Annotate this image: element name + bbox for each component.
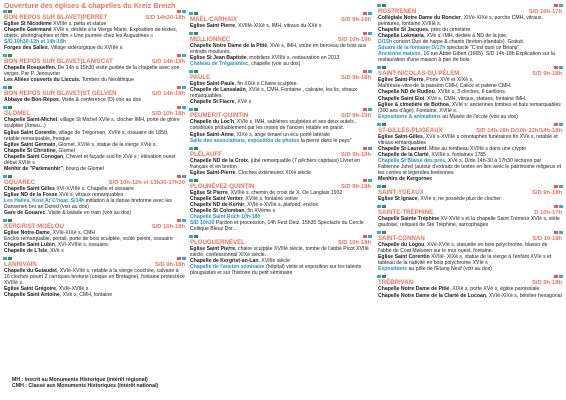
site-description: XVè s, vitraux remarquables (57, 191, 124, 198)
site-description: , XVè-XVIè s, statuette en bois polychrome, blason de l'abbé de Coat Maluoen sur le mur ouest, fontaine. (378, 242, 548, 255)
place-name: KERGRIST-MOËLOU (4, 223, 64, 231)
site-entry (3, 65, 186, 77)
site-name: Chapelle St Fiacre (190, 99, 235, 106)
section-saint-connan (377, 231, 563, 272)
opening-hours: S/D 9h-18h (341, 183, 371, 190)
opening-hours: S/D 9h-18h (155, 262, 185, 269)
site-name: Chapelle Notre Dame de la Clarté de Locoan (378, 292, 486, 299)
site-description: Enclos remarquable, portail, porte de bois sculptée, voûte peinte, ossuaire (4, 236, 173, 243)
opening-hours: S/D 9h-18h (532, 190, 562, 197)
site-entry (377, 242, 563, 254)
section-bon-repos-sur-blavet-laniscat (3, 54, 186, 83)
place-name: SAINT-CONNAN (378, 235, 425, 243)
site-description: , XVIè-XVIIè s (56, 286, 89, 293)
section-header (189, 112, 372, 119)
site-name: Chapelle Saint Venter (190, 195, 243, 202)
site-description: . Cloches extérieures XIXè siècle (235, 169, 311, 176)
flag-stripes (377, 66, 563, 69)
flag-stripes (189, 12, 372, 15)
section-st-gilles-pligeaux (377, 123, 563, 182)
site-description: , XVè s (234, 99, 252, 106)
opening-hours: S/D 14h-19h (151, 59, 185, 66)
site-entry (377, 266, 563, 272)
site-description: , XVIè s, ne possède plus de clocher (417, 196, 501, 203)
site-entry (189, 87, 372, 99)
opening-hours: S/D 10h-18h (151, 111, 185, 118)
flag-stripes (189, 70, 372, 73)
site-name: Chapelle de L'Isle (4, 248, 48, 255)
site-description: , village de Trégornan, XVIIè s, ossuaire de 1850, retable remarquable, fresque (4, 129, 169, 142)
site-name: Chapelle St Jacques (378, 27, 428, 34)
event-highlight: Chapelle St Blaise des prés (378, 157, 446, 164)
place-name: GOUAREC (4, 178, 36, 186)
place-name: PLOUGUERNÉVEL (190, 239, 245, 247)
opening-hours: S/D 10h-18h (337, 240, 371, 247)
event-highlight: Chapelle de l'ancien séminaire (190, 264, 265, 271)
flag-stripes (3, 54, 186, 57)
site-description: , Glomel (55, 147, 75, 154)
site-description: , près du cimetière (428, 27, 471, 34)
place-name: PAULE (190, 74, 211, 82)
event-highlight: S/D 10h30 (190, 219, 215, 226)
site-description: . Visite & balade en train (voir au dos) (45, 210, 132, 217)
site-description: concert Duo de harpe & chants (breton-irlandais). Gratuit. (392, 39, 525, 46)
site-name: Chapelle de Kergrist-an-Lan (190, 258, 259, 265)
site-description: , XVIIè s, fontaine votive (242, 195, 299, 202)
site-entry (189, 61, 372, 67)
site-name: Chapelle Gwirmané (4, 27, 52, 34)
site-description: , XIVè-XIXè s, porche CMH, vitraux, peintures, fontaine XVIIIè s. (378, 15, 543, 28)
section-ploun-vez-quintin (189, 179, 372, 232)
site-description: , XVIIè s, 3 cloches, 6 carillons. (434, 89, 507, 96)
flag-stripes (377, 231, 563, 234)
place-name: ST-GILLES-PLIGEAUX (378, 126, 443, 134)
site-name: Eglise Saint-Anne (190, 131, 234, 138)
site-description: , Chevet et façade sud fin XVè s ; élévation ouest début XVIIè s (4, 153, 176, 166)
column-3 (377, 4, 563, 302)
section-peumerit-quintin (189, 108, 372, 143)
section-plouguern-vel (189, 235, 372, 276)
opening-hours: S/D 10-18h (532, 236, 562, 243)
site-entry (3, 210, 186, 216)
site-entry (3, 248, 186, 254)
section-tr-brivan (377, 275, 563, 298)
site-name: Forges des Salles (4, 45, 48, 52)
site-description: , XIXè s, ange tenant un écu porté latérale (233, 131, 331, 138)
section-ma-l-carhaix (189, 12, 372, 29)
site-name: Chapelle ND de Rudlou (378, 89, 435, 96)
section-sainte-tr-phine (377, 205, 563, 228)
site-description: , bourg de Glomel (62, 165, 104, 172)
site-description: initiation à la danse bretonne avec les Danserien bro an Dored (voir au dos) (4, 197, 172, 210)
site-entry (377, 216, 563, 228)
site-description: Pardon et procession, 14h Fest Deiz. 15h30 Spectacle du Cercle Celtique Bleuz Dor... (190, 219, 364, 233)
site-description: , XVè s-XVIIIè s cénotaphes funéraires fin XVè s, retable et vitraux remarquables (378, 133, 558, 146)
site-name: Chapelle Saint Lubin (4, 242, 55, 249)
section-header (377, 279, 563, 286)
site-entry (3, 154, 186, 166)
opening-hours: S/D 9h-18h (341, 75, 371, 82)
section-header (189, 74, 372, 81)
site-description: , XVI-XVIIIè s, ossuaire. (54, 242, 110, 249)
site-name: Eglise Saint-Pierre (190, 169, 236, 176)
site-name: Chapelle Saint Eloi (378, 95, 425, 102)
site-entry (189, 43, 372, 55)
place-name: SAINT-NICOLAS-DU-PÉLEM (378, 70, 460, 78)
opening-hours: S/D 9h-18h (532, 71, 562, 78)
section-header (377, 209, 563, 216)
site-entry (377, 114, 563, 120)
section-lanrivain (3, 257, 186, 298)
site-description: XVIIè- XIXè s, statue de la vierge à l'enfant XVIè s et tableau de la nativité en bois polychrome XVIè s (378, 254, 552, 267)
site-name: Les Allées couverts du Liscuis. (4, 77, 81, 84)
event-highlight: Expositions & animations (378, 113, 441, 120)
site-description: au pôle de l'Etang Neuf (voir au dos) (407, 266, 492, 273)
site-name: Eglise & cimetière de Bothoa (378, 101, 449, 108)
site-entry (377, 176, 563, 182)
opening-hours: S/D 9h-18h (532, 280, 562, 287)
site-description: , XVè s (47, 248, 64, 255)
site-description: XVIè s, dédiée à la Vierge Marie. Exposition de textes, objets, photographies et film « Une journée chez les Augustines » (4, 27, 178, 40)
site-entry (189, 99, 372, 105)
site-description: , Glomel, XVIIè s, statue de la vierge XVIè s. (55, 141, 157, 148)
site-name: Chapelle ND de la Croix (190, 157, 248, 164)
site-entry (377, 254, 563, 266)
site-name: Eglise ND de la Fosse (4, 191, 58, 198)
site-description: , XVIè s: anciennes tombes et buis remarquables (300 ans d'âge). Fontaine, XVIIè s. (378, 101, 561, 114)
section-bon-repos-sur-blavet-st-gelven (3, 86, 186, 103)
site-entry (3, 45, 186, 51)
site-name: Chapelle du Logou (378, 242, 425, 249)
place-name: BON REPOS SUR BLAVET|ST GELVEN (4, 90, 117, 98)
site-description: , fin XIXè s Chaire sculptée. (234, 81, 299, 88)
site-name: Eglise Saint-Paule (190, 81, 235, 88)
event-highlight: S/D 10h30-12h et 14h-18h (4, 39, 66, 46)
section-header (377, 189, 563, 196)
place-name: PLOUNÉVEZ-QUINTIN (190, 182, 255, 190)
opening-hours: S/D 14h-18h (151, 91, 185, 98)
section-kergrist-mo-lou (3, 219, 186, 254)
site-entry (3, 292, 186, 298)
opening-hours: S/D 9h-19h (341, 113, 371, 120)
site-name: Menhir de "Parkmenhir" (4, 165, 63, 172)
site-name: Chapelle Lokmaria (378, 33, 424, 40)
section-header (189, 151, 372, 158)
site-name: Chapelle St Colomban (190, 207, 245, 214)
site-description: au Musée de l'école (voir au dos) (440, 113, 518, 120)
site-entry (377, 102, 563, 114)
event-highlight: Square de la fontaine D/17h (378, 45, 446, 52)
site-description: , XVè s, IMH, dédiée à ND de la joie. (423, 33, 508, 40)
site-name: Eglise Saint Corentin (4, 129, 56, 136)
site-description: , XVIè s-XVIIè s, plafond, enclos (244, 201, 319, 208)
site-name: Eglise Notre-Dame (4, 230, 50, 237)
site-name: Eglise Saint-Pierre (378, 77, 424, 84)
flag-stripes (3, 106, 186, 109)
site-entry (377, 158, 563, 176)
flag-stripes (3, 219, 186, 222)
site-description: XVIIIè s, piéta et statue (51, 21, 107, 27)
site-description: Tombes du Néolithique (80, 77, 135, 84)
site-entry (377, 15, 563, 27)
site-name: Chapelle Saint Conogan (4, 153, 64, 160)
place-name: TRÉBRIVAN (378, 279, 414, 287)
site-description: . Mise au tombeau XVIIIè s dans une crypte (426, 145, 527, 152)
site-description: XV-XVIè s et la chapelle Saint Trémeur XVIè s, stèle gauloise, reliques de Ste Tréphine, sarcophages (378, 216, 560, 229)
site-description: , fin XVème s (244, 207, 276, 214)
site-name: Chapelle du Guiaudet (4, 268, 57, 275)
site-name: Eglise Saint Pierre (190, 23, 236, 29)
site-name: Chapelle Saint Antoine (4, 292, 60, 299)
section-saint-ygeaux (377, 185, 563, 202)
section-header (377, 8, 563, 15)
page-title: Ouverture des églises & chapelles du Kreiz Breizh (4, 1, 176, 10)
section-header (377, 70, 563, 77)
site-description: , XVè s, IMH, voûte en berceau de bois aux entraits moulurés. (190, 43, 367, 56)
section-header (3, 90, 186, 97)
opening-hours: S/D 10h-19h (337, 37, 371, 44)
site-description: spectacle "C'est quoi ce Beans". (445, 45, 521, 52)
section-header (377, 235, 563, 242)
site-description: , XVIè s, CMH, Fontaine , calvaire, les lis, vitraux remarquables. (190, 87, 357, 100)
opening-hours: S/D 14h30-18h (145, 15, 185, 21)
site-name: Eglise St Nicodème (4, 21, 52, 27)
site-description: , chaire sculptée XVIIIè siècle, tombe de l'abbé Picot XVIIè siècle, confessionnal XIXè siècle. (190, 246, 369, 259)
site-name: Chapelle Sainte Tréphine (378, 216, 440, 223)
opening-hours: S/D 9h-19h (341, 151, 371, 158)
section-header (377, 127, 563, 134)
site-description: , Porte XVè et XIXè s. (423, 77, 474, 84)
site-name: Chapelle ND de Kerhir (190, 201, 245, 208)
section-paule (189, 70, 372, 105)
opening-hours: S/D 14h-18h D/10h-12h/14h-18h (475, 127, 562, 134)
place-name: BON REPOS SUR BLAVET|PERRET (4, 14, 108, 21)
section-header (3, 58, 186, 65)
site-description: , Visite & conférence (D) voir au dos (58, 97, 142, 104)
site-entry (189, 138, 372, 144)
site-description: , Village sidérurgique du XVIIIè s. (47, 45, 124, 52)
section-header (189, 239, 372, 246)
flag-stripes (3, 257, 186, 260)
place-name: MAËL-CARHAIX (190, 16, 238, 23)
flag-stripes (189, 32, 372, 35)
site-description: , village St Michel XVIè s, clocher IMH, porte de gloire sculptée (Xmeu...) (4, 117, 180, 130)
section-header (3, 14, 186, 21)
site-name: Chapelle Notre Dame de la Pitié (190, 43, 268, 50)
site-name: Chapelle Saint Gilles (4, 185, 55, 192)
opening-hours: S/D 9h-18h (341, 17, 371, 23)
site-name: Chapelle de Lansalaün (190, 87, 246, 94)
section-header (189, 183, 372, 190)
site-name: Eglise Saint-Gilles (378, 133, 423, 140)
section-header (3, 223, 186, 230)
place-name: PLÉLAUFF (190, 150, 222, 158)
site-entry (189, 170, 372, 176)
site-name: Chapelle Notre Dame de Pitié (378, 286, 450, 293)
site-description: , XVIè-XIXè s, bénitier hexagonal (485, 292, 562, 299)
site-description: , XVIè s, IMH, sablières sculptées et ses deux autels , constitués probablement par les restes de l'ancien retable en granit. (190, 119, 357, 132)
place-name: MELLIONNEC (190, 36, 231, 44)
event-highlight: Expositions (378, 266, 408, 273)
section-header (189, 36, 372, 43)
section-gouarec (3, 175, 186, 216)
event-highlight: Château de Trégarantec (190, 61, 249, 68)
site-name: Chapelle du Loc'h (190, 119, 235, 126)
flag-stripes (377, 4, 563, 7)
site-entry (189, 119, 372, 131)
site-name: Eglise St Jean Baptiste (190, 55, 247, 62)
flag-stripes (377, 275, 563, 278)
section-pl-lauff (189, 147, 372, 176)
site-name: Eglise Saint Grégoire (4, 286, 56, 293)
site-entry (3, 268, 186, 286)
section-header (3, 179, 186, 186)
site-entry (189, 220, 372, 232)
site-entry (3, 166, 186, 172)
site-name: Menhirs de Kergornec (378, 176, 433, 183)
site-name: Collégiale Notre Dame du Roncier (378, 15, 461, 21)
flag-stripes (189, 108, 372, 111)
site-entry (189, 158, 372, 170)
place-name: LANRIVAIN (4, 261, 37, 269)
site-name: Abbaye de Bon-Repos (4, 97, 59, 104)
flag-stripes (189, 179, 372, 182)
site-entry (3, 198, 186, 210)
site-description: la pierre dans le pays" (300, 137, 352, 144)
site-entry (189, 264, 372, 276)
site-description: , XIXè s, porte XVè s, église paroissiale (449, 286, 540, 293)
site-description: , XVIIIè s, chemin de croix de X. De Langlais 1932 (227, 189, 343, 196)
site-name: Eglise Saint Corentin (378, 254, 430, 261)
flag-stripes (377, 185, 563, 188)
section-glomel (3, 106, 186, 171)
event-highlight: Ancienne maison (378, 51, 421, 58)
event-highlight: D/15h (378, 39, 392, 46)
place-name: BON REPOS SUR BLAVET|LANISCAT (4, 58, 113, 66)
event-highlight: Les Halles, Kost Ar C'hoat. S/14h (4, 197, 85, 204)
site-description: XVI-XVIIIè s. Chapelle et ossuaire (54, 185, 135, 192)
flag-stripes (3, 10, 186, 13)
site-description: , XVIIIè siècle (258, 258, 290, 265)
legend-mh: MH : Inscrit au Monuments Historique (intérêt régional) (12, 377, 148, 383)
legend (12, 377, 158, 390)
opening-hours: S/D 10h-18h (151, 224, 185, 231)
site-name: Eglise St Pierre (190, 189, 228, 196)
site-description: , XVIè-XIXè s, CMH (49, 230, 96, 237)
site-description: , XVIIIè s, fontaines 1785 (428, 151, 487, 158)
site-description: , mobiliers XVIIIè s, restauration en 2013 (246, 55, 340, 62)
site-name: Eglise Saint Pierre (190, 246, 236, 253)
section-header (3, 261, 186, 268)
site-entry (3, 117, 186, 129)
site-description: , XVè s, CMH, fontaine (59, 292, 113, 299)
site-description: De 14h à 15h30 visite guidée de la chapelle avec son verger. Par P. Jenouvrier (4, 65, 180, 78)
site-description: , XVè s, D/de 14h-30 à 17h30 lectures par Fabienne Juhel (autour d'extraits de textes en lien avec le patrimoine religieux et les contes et légendes bretonnes (378, 157, 562, 176)
site-description: Maîtresse-vitre de la passion CMH, Calice et patène CMH. (378, 83, 512, 90)
section-header (189, 16, 372, 23)
section-mellionnec (189, 32, 372, 67)
place-name: PEUMERIT-QUINTIN (190, 112, 249, 120)
site-description: , XVè s, CMH, vitraux, statues, fontaine IMH. (424, 95, 527, 102)
site-entry (377, 51, 563, 63)
opening-hours: S/D 10h-17h (528, 9, 562, 15)
opening-hours: S/D 10h-12h et 13h30-17h30 (108, 179, 185, 186)
site-name: Gare de Gouarec (4, 210, 46, 217)
section-header (3, 110, 186, 117)
site-description: , 16 rue Abbé Gibert (1665). S/D 14h-18h Explication sur la restauration d'une maison à pan de bois. (378, 51, 555, 64)
site-description: , chapelle (voir au dos) (248, 61, 301, 68)
site-name: Chapelle Saint-Michel (4, 117, 58, 124)
site-name: Chapelle Rosquelfen. (4, 65, 57, 72)
site-entry (377, 134, 563, 146)
site-name: Chapelle St Laurent (378, 145, 427, 152)
opening-hours: D 10h-17h (534, 210, 562, 217)
site-entry (3, 130, 186, 142)
site-description: , XVIIIè-XIXè s, IMH, vitraux du XXè s (235, 23, 322, 29)
flag-stripes (189, 147, 372, 150)
event-highlight: Chapelle Saint Roch 10h-18h (190, 213, 261, 220)
site-description: (hôpital) visite et exposition sur les talents plouguistes et sur l'histoire du petit séminaire (190, 264, 362, 277)
site-entry (189, 246, 372, 258)
site-description: , XVIè-XVIIè s, retable à la vierge couchée, calvaire à 16 cloches pourri 2 carriques bretons (unique en Bretagne), fontaine protectrice XVIIIè s. (4, 268, 185, 287)
flag-stripes (3, 86, 186, 89)
site-name: Chapelle de la Clarté (378, 151, 429, 158)
place-name: ROSTRENEN (378, 8, 417, 15)
site-entry (3, 27, 186, 39)
flag-stripes (377, 205, 563, 208)
site-name: Chapelle St Christine (4, 147, 56, 154)
site-name: Eglise St Ignace (378, 196, 418, 203)
column-2 (189, 12, 372, 279)
section-saint-nicolas-du-p-lem (377, 66, 563, 119)
place-name: GLOMEL (4, 110, 31, 118)
site-description: , jubé remarquable (7 pêchers capitaux) Livret en français et en breton (190, 157, 361, 170)
flag-stripes (3, 175, 186, 178)
section-rostrenen (377, 4, 563, 63)
event-highlight: Salle des associations, exposition de photos (190, 137, 301, 144)
site-entry (3, 77, 186, 83)
flag-stripes (377, 123, 563, 126)
place-name: SAINT-YGEAUX (378, 189, 424, 197)
flag-stripes (189, 235, 372, 238)
place-name: SAINTE-TRÉPHINE (378, 209, 434, 217)
site-entry (377, 293, 563, 299)
legend-cmh: CMH : Classé aux Monuments Historiques (intérêt national) (12, 383, 159, 390)
site-name: Eglise Saint Germain (4, 141, 56, 148)
column-1 (3, 10, 186, 302)
section-bon-repos-sur-blavet-perret (3, 10, 186, 51)
